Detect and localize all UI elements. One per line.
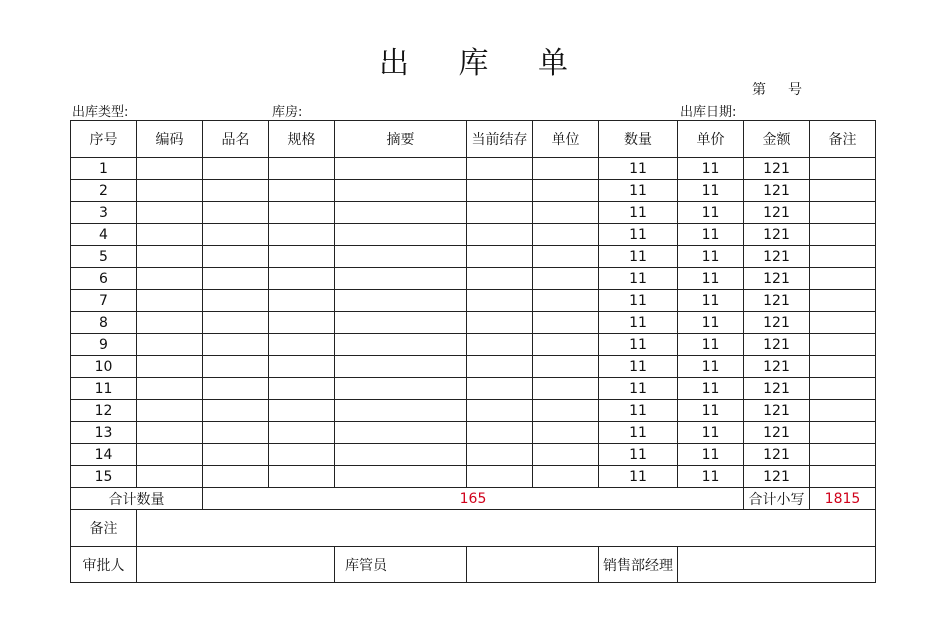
table-row <box>71 356 876 378</box>
name-cell[interactable] <box>203 246 269 268</box>
table-row <box>71 246 876 268</box>
row-number-cell: 8 <box>71 312 137 334</box>
stock-cell[interactable] <box>467 268 533 290</box>
stock-cell[interactable] <box>467 158 533 180</box>
summary-cell[interactable] <box>335 334 467 356</box>
qty-cell[interactable]: 11 <box>599 466 678 488</box>
qty-cell[interactable]: 11 <box>599 268 678 290</box>
unit-cell[interactable] <box>533 312 599 334</box>
remark-cell[interactable] <box>810 466 876 488</box>
spec-cell[interactable] <box>269 334 335 356</box>
qty-cell[interactable]: 11 <box>599 400 678 422</box>
stock-cell[interactable] <box>467 246 533 268</box>
table-row <box>71 422 876 444</box>
stock-cell[interactable] <box>467 224 533 246</box>
price-cell[interactable]: 11 <box>678 290 744 312</box>
code-cell[interactable] <box>137 334 203 356</box>
totals-row <box>71 488 876 510</box>
outbound-date-label: 出库日期: <box>680 105 737 120</box>
remark-cell[interactable] <box>810 246 876 268</box>
table-row <box>71 378 876 400</box>
price-cell[interactable]: 11 <box>678 180 744 202</box>
name-cell[interactable] <box>203 312 269 334</box>
code-cell[interactable] <box>137 180 203 202</box>
summary-cell[interactable] <box>335 466 467 488</box>
price-cell[interactable]: 11 <box>678 444 744 466</box>
row-number-cell: 3 <box>71 202 137 224</box>
summary-cell[interactable] <box>335 224 467 246</box>
summary-cell[interactable] <box>335 158 467 180</box>
table-row <box>71 158 876 180</box>
spec-cell[interactable] <box>269 466 335 488</box>
unit-cell[interactable] <box>533 378 599 400</box>
unit-cell[interactable] <box>533 400 599 422</box>
remark-cell[interactable] <box>810 290 876 312</box>
amount-cell[interactable]: 121 <box>744 466 810 488</box>
row-number-cell: 6 <box>71 268 137 290</box>
code-cell[interactable] <box>137 224 203 246</box>
remark-cell[interactable] <box>810 400 876 422</box>
unit-cell[interactable] <box>533 356 599 378</box>
amount-cell[interactable]: 121 <box>744 444 810 466</box>
unit-cell[interactable] <box>533 246 599 268</box>
stock-cell[interactable] <box>467 466 533 488</box>
summary-cell[interactable] <box>335 268 467 290</box>
unit-cell[interactable] <box>533 158 599 180</box>
remark-cell[interactable] <box>810 378 876 400</box>
spec-cell[interactable] <box>269 422 335 444</box>
name-cell[interactable] <box>203 378 269 400</box>
table-row <box>71 334 876 356</box>
stock-cell[interactable] <box>467 180 533 202</box>
amount-cell[interactable]: 121 <box>744 312 810 334</box>
table-row <box>71 224 876 246</box>
column-header: 当前结存 <box>467 121 533 158</box>
amount-cell[interactable]: 121 <box>744 268 810 290</box>
note-row <box>71 510 876 547</box>
column-header: 金额 <box>744 121 810 158</box>
name-cell[interactable] <box>203 466 269 488</box>
price-cell[interactable]: 11 <box>678 158 744 180</box>
title-char: 库 <box>458 46 489 81</box>
title-char: 单 <box>538 46 569 81</box>
table-row <box>71 466 876 488</box>
summary-cell[interactable] <box>335 400 467 422</box>
column-header: 单位 <box>533 121 599 158</box>
price-cell[interactable]: 11 <box>678 378 744 400</box>
signature-row <box>71 547 876 583</box>
summary-cell[interactable] <box>335 312 467 334</box>
approver-field[interactable] <box>137 547 335 583</box>
unit-cell[interactable] <box>533 290 599 312</box>
amount-cell[interactable]: 121 <box>744 356 810 378</box>
subtotal-label: 合计小写 <box>744 488 810 510</box>
outbound-type-label: 出库类型: <box>72 105 129 120</box>
amount-cell[interactable]: 121 <box>744 158 810 180</box>
spec-cell[interactable] <box>269 202 335 224</box>
code-cell[interactable] <box>137 268 203 290</box>
spec-cell[interactable] <box>269 158 335 180</box>
warehouse-label: 库房: <box>272 105 303 120</box>
total-qty-value[interactable]: 165 <box>203 488 744 510</box>
stock-cell[interactable] <box>467 312 533 334</box>
unit-cell[interactable] <box>533 268 599 290</box>
code-cell[interactable] <box>137 444 203 466</box>
table-header-row <box>71 121 876 158</box>
note-label: 备注 <box>71 510 137 547</box>
amount-cell[interactable]: 121 <box>744 224 810 246</box>
summary-cell[interactable] <box>335 246 467 268</box>
column-header: 编码 <box>137 121 203 158</box>
code-cell[interactable] <box>137 312 203 334</box>
price-cell[interactable]: 11 <box>678 202 744 224</box>
unit-cell[interactable] <box>533 422 599 444</box>
row-number-cell: 2 <box>71 180 137 202</box>
name-cell[interactable] <box>203 334 269 356</box>
row-number-cell: 11 <box>71 378 137 400</box>
stock-cell[interactable] <box>467 202 533 224</box>
row-number-cell: 5 <box>71 246 137 268</box>
spec-cell[interactable] <box>269 356 335 378</box>
price-cell[interactable]: 11 <box>678 312 744 334</box>
price-cell[interactable]: 11 <box>678 356 744 378</box>
stock-cell[interactable] <box>467 422 533 444</box>
spec-cell[interactable] <box>269 268 335 290</box>
spec-cell[interactable] <box>269 312 335 334</box>
code-cell[interactable] <box>137 202 203 224</box>
unit-cell[interactable] <box>533 444 599 466</box>
price-cell[interactable]: 11 <box>678 246 744 268</box>
remark-cell[interactable] <box>810 334 876 356</box>
qty-cell[interactable]: 11 <box>599 180 678 202</box>
spec-cell[interactable] <box>269 224 335 246</box>
table-row <box>71 312 876 334</box>
summary-cell[interactable] <box>335 180 467 202</box>
keeper-field[interactable] <box>467 547 599 583</box>
code-cell[interactable] <box>137 400 203 422</box>
column-header: 品名 <box>203 121 269 158</box>
row-number-cell: 15 <box>71 466 137 488</box>
row-number-cell: 10 <box>71 356 137 378</box>
stock-cell[interactable] <box>467 290 533 312</box>
name-cell[interactable] <box>203 400 269 422</box>
unit-cell[interactable] <box>533 224 599 246</box>
name-cell[interactable] <box>203 444 269 466</box>
spec-cell[interactable] <box>269 246 335 268</box>
subtotal-value[interactable]: 1815 <box>810 488 876 510</box>
summary-cell[interactable] <box>335 202 467 224</box>
total-qty-label: 合计数量 <box>71 488 203 510</box>
sales-manager-label: 销售部经理 <box>599 547 678 583</box>
qty-cell[interactable]: 11 <box>599 202 678 224</box>
sales-manager-field[interactable] <box>678 547 876 583</box>
summary-cell[interactable] <box>335 378 467 400</box>
summary-cell[interactable] <box>335 290 467 312</box>
qty-cell[interactable]: 11 <box>599 246 678 268</box>
name-cell[interactable] <box>203 224 269 246</box>
column-header: 数量 <box>599 121 678 158</box>
name-cell[interactable] <box>203 356 269 378</box>
qty-cell[interactable]: 11 <box>599 444 678 466</box>
spec-cell[interactable] <box>269 180 335 202</box>
name-cell[interactable] <box>203 180 269 202</box>
outbound-table <box>70 120 876 583</box>
qty-cell[interactable]: 11 <box>599 378 678 400</box>
table-row <box>71 202 876 224</box>
code-cell[interactable] <box>137 422 203 444</box>
qty-cell[interactable]: 11 <box>599 356 678 378</box>
remark-cell[interactable] <box>810 268 876 290</box>
qty-cell[interactable]: 11 <box>599 334 678 356</box>
row-number-cell: 14 <box>71 444 137 466</box>
summary-cell[interactable] <box>335 422 467 444</box>
stock-cell[interactable] <box>467 378 533 400</box>
code-cell[interactable] <box>137 466 203 488</box>
table-row <box>71 180 876 202</box>
title-char: 出 <box>378 46 409 81</box>
amount-cell[interactable]: 121 <box>744 180 810 202</box>
row-number-cell: 12 <box>71 400 137 422</box>
amount-cell[interactable]: 121 <box>744 378 810 400</box>
spec-cell[interactable] <box>269 444 335 466</box>
qty-cell[interactable]: 11 <box>599 312 678 334</box>
unit-cell[interactable] <box>533 180 599 202</box>
column-header: 单价 <box>678 121 744 158</box>
column-header: 规格 <box>269 121 335 158</box>
row-number-cell: 13 <box>71 422 137 444</box>
approver-label: 审批人 <box>71 547 137 583</box>
amount-cell[interactable]: 121 <box>744 246 810 268</box>
name-cell[interactable] <box>203 290 269 312</box>
column-header: 摘要 <box>335 121 467 158</box>
code-cell[interactable] <box>137 158 203 180</box>
stock-cell[interactable] <box>467 356 533 378</box>
remark-cell[interactable] <box>810 356 876 378</box>
code-cell[interactable] <box>137 246 203 268</box>
price-cell[interactable]: 11 <box>678 334 744 356</box>
summary-cell[interactable] <box>335 444 467 466</box>
code-cell[interactable] <box>137 290 203 312</box>
remark-cell[interactable] <box>810 158 876 180</box>
price-cell[interactable]: 11 <box>678 268 744 290</box>
name-cell[interactable] <box>203 422 269 444</box>
table-row <box>71 444 876 466</box>
qty-cell[interactable]: 11 <box>599 290 678 312</box>
price-cell[interactable]: 11 <box>678 400 744 422</box>
remark-cell[interactable] <box>810 422 876 444</box>
name-cell[interactable] <box>203 158 269 180</box>
amount-cell[interactable]: 121 <box>744 422 810 444</box>
unit-cell[interactable] <box>533 334 599 356</box>
stock-cell[interactable] <box>467 334 533 356</box>
stock-cell[interactable] <box>467 444 533 466</box>
qty-cell[interactable]: 11 <box>599 224 678 246</box>
keeper-label: 库管员 <box>335 547 467 583</box>
row-number-cell: 9 <box>71 334 137 356</box>
remark-cell[interactable] <box>810 312 876 334</box>
stock-cell[interactable] <box>467 400 533 422</box>
unit-cell[interactable] <box>533 466 599 488</box>
name-cell[interactable] <box>203 268 269 290</box>
code-cell[interactable] <box>137 378 203 400</box>
row-number-cell: 7 <box>71 290 137 312</box>
price-cell[interactable]: 11 <box>678 224 744 246</box>
amount-cell[interactable]: 121 <box>744 334 810 356</box>
summary-cell[interactable] <box>335 356 467 378</box>
price-cell[interactable]: 11 <box>678 422 744 444</box>
amount-cell[interactable]: 121 <box>744 290 810 312</box>
document-title <box>0 38 947 82</box>
table-row <box>71 290 876 312</box>
serial-prefix: 第 <box>752 82 766 98</box>
code-cell[interactable] <box>137 356 203 378</box>
remark-cell[interactable] <box>810 180 876 202</box>
unit-cell[interactable] <box>533 202 599 224</box>
price-cell[interactable]: 11 <box>678 466 744 488</box>
row-number-cell: 4 <box>71 224 137 246</box>
row-number-cell: 1 <box>71 158 137 180</box>
qty-cell[interactable]: 11 <box>599 422 678 444</box>
spec-cell[interactable] <box>269 400 335 422</box>
column-header: 序号 <box>71 121 137 158</box>
column-header: 备注 <box>810 121 876 158</box>
remark-cell[interactable] <box>810 444 876 466</box>
amount-cell[interactable]: 121 <box>744 400 810 422</box>
serial-suffix: 号 <box>788 82 802 98</box>
spec-cell[interactable] <box>269 378 335 400</box>
qty-cell[interactable]: 11 <box>599 158 678 180</box>
remark-cell[interactable] <box>810 202 876 224</box>
name-cell[interactable] <box>203 202 269 224</box>
amount-cell[interactable]: 121 <box>744 202 810 224</box>
serial-number <box>752 79 802 99</box>
note-field[interactable] <box>137 510 876 547</box>
table-row <box>71 268 876 290</box>
table-row <box>71 400 876 422</box>
remark-cell[interactable] <box>810 224 876 246</box>
spec-cell[interactable] <box>269 290 335 312</box>
